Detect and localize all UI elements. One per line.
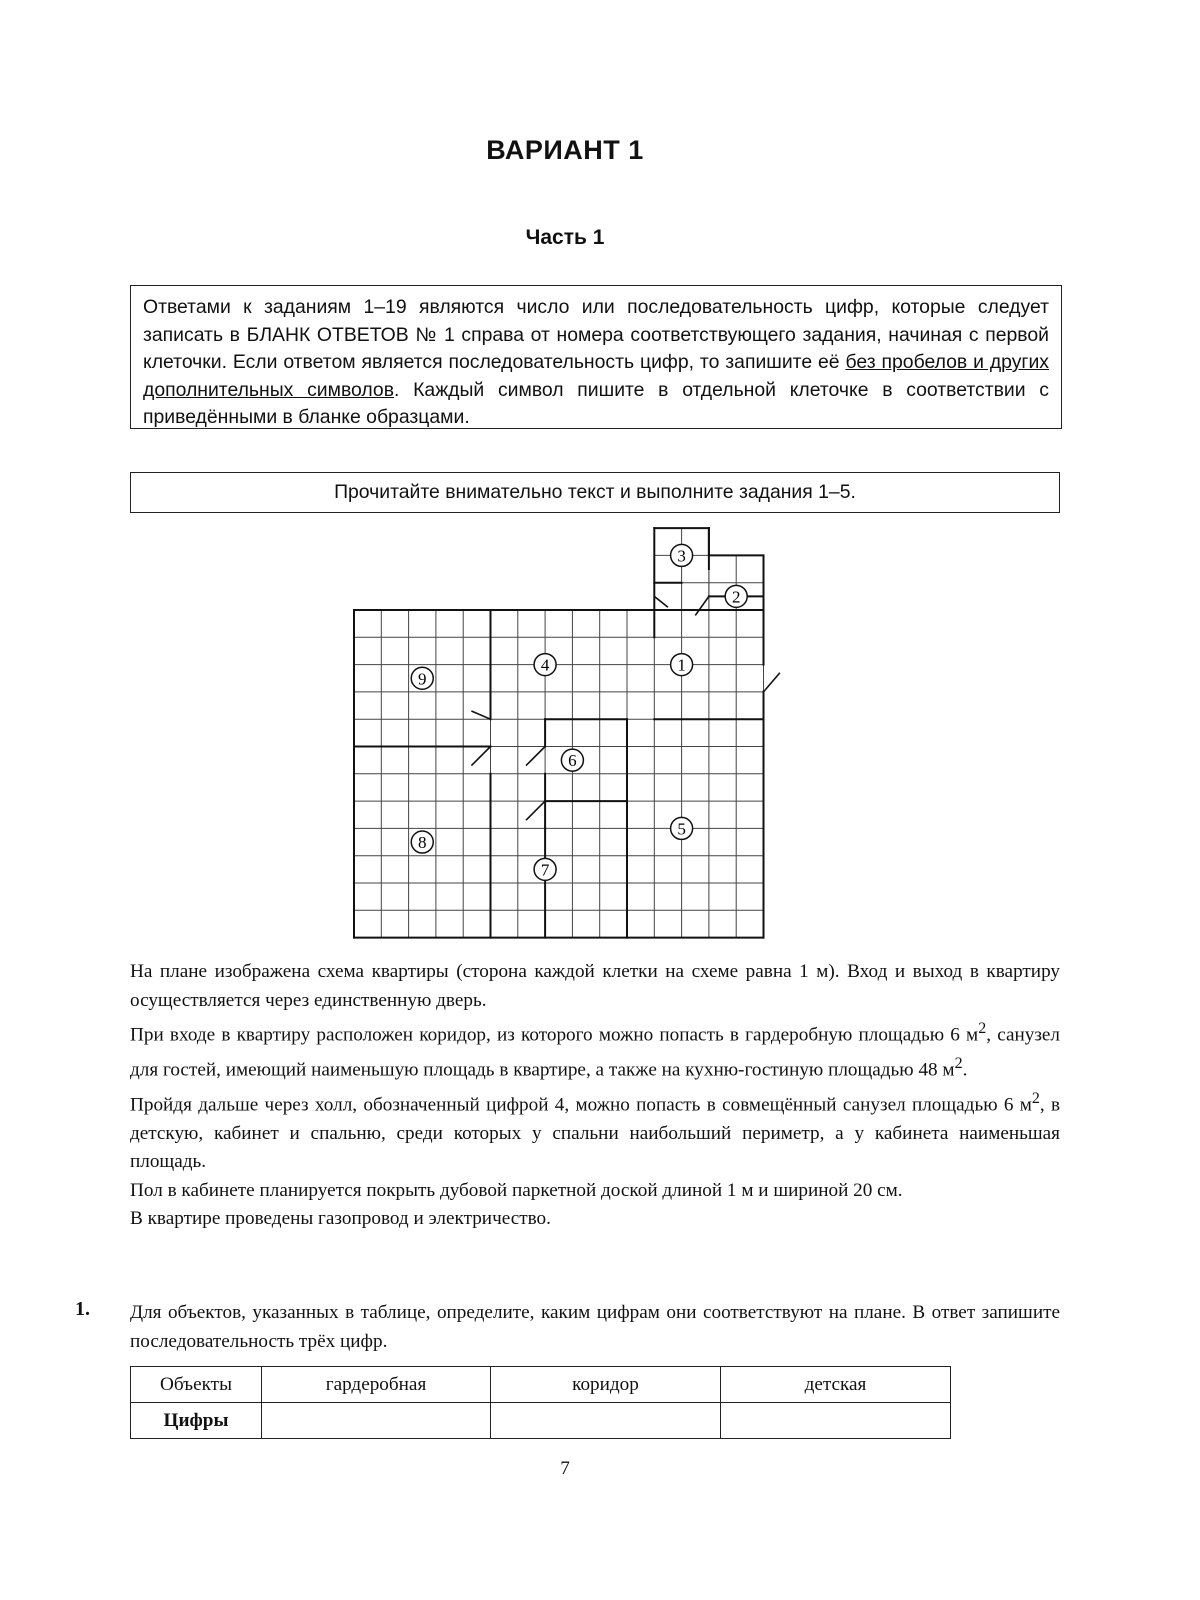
- room-label-3: [671, 544, 693, 566]
- table-row-label: Цифры: [131, 1403, 262, 1439]
- svg-text:4: 4: [540, 655, 550, 675]
- answer-cell[interactable]: [491, 1403, 721, 1439]
- svg-text:8: 8: [418, 833, 427, 853]
- floor-plan-room-labels: [411, 544, 747, 880]
- answer-table: [130, 1366, 951, 1439]
- door-swing: [471, 711, 490, 719]
- svg-text:3: 3: [677, 546, 686, 566]
- svg-text:6: 6: [568, 751, 577, 771]
- room-label-9: [411, 667, 433, 689]
- room-label-4: [534, 654, 556, 676]
- table-header-cell: коридор: [491, 1367, 721, 1403]
- answer-table-digits-row: [131, 1403, 951, 1439]
- room-label-7: [534, 858, 556, 880]
- floor-plan-grid: [354, 528, 764, 938]
- svg-text:7: 7: [540, 860, 550, 880]
- instructions-text-part1: Ответами к заданиям 1–19 являются число или последовательность цифр, которые следует записать в БЛАНК ОТВЕТОВ № 1 справа от номера соответствующего задания, начиная с первой клеточки. Если ответом является последовательность цифр, то запишите её: [143, 296, 1049, 373]
- door-swing: [471, 747, 490, 766]
- answer-table-header-row: [131, 1367, 951, 1403]
- story-paragraph-1: На плане изображена схема квартиры (сторона каждой клетки на схеме равна 1 м). Вход и выход в квартиру осуществляется через единственную дверь.: [130, 961, 1060, 1011]
- room-label-5: [671, 817, 693, 839]
- story-paragraph-3: Пройдя дальше через холл, обозначенный цифрой 4, можно попасть в совмещённый санузел площадью 6 $м^2$, в детскую, кабинет и спальню, среди которых у спальни наибольший периметр, а у кабинета наименьшая площадь.: [130, 1089, 1061, 1173]
- door-swing: [764, 673, 780, 692]
- door-swing: [526, 747, 545, 766]
- answer-cell[interactable]: [721, 1403, 951, 1439]
- door-swing: [695, 596, 709, 615]
- answer-cell[interactable]: [262, 1403, 491, 1439]
- table-header-cell: детская: [721, 1367, 951, 1403]
- variant-title: ВАРИАНТ 1: [486, 135, 644, 165]
- room-label-1: [671, 654, 693, 676]
- svg-text:2: 2: [731, 587, 741, 607]
- instructions-underlined-text: без пробелов и других дополнительных символов: [143, 351, 1049, 401]
- svg-text:9: 9: [418, 669, 427, 689]
- floor-plan: [340, 520, 800, 950]
- svg-text:1: 1: [677, 655, 686, 675]
- door-swing: [654, 596, 668, 607]
- story-paragraph-2: При входе в квартиру расположен коридор, из которого можно попасть в гардеробную площадью 6 $м^2$, санузел для гостей, имеющий наименьшую площадь в квартире, а также на кухню-гостиную площадью 48 $м^2$.: [130, 1020, 1060, 1081]
- svg-text:5: 5: [677, 819, 686, 839]
- door-swing: [526, 801, 545, 820]
- table-header-cell: гардеробная: [262, 1367, 491, 1403]
- floor-plan-walls: [354, 528, 764, 938]
- story-paragraph-4: Пол в кабинете планируется покрыть дубовой паркетной доской длиной 1 м и шириной 20 см.: [130, 1179, 903, 1201]
- part-title: Часть 1: [525, 226, 605, 249]
- instructions-text-part2: . Каждый символ пишите в отдельной клеточке в соответствии с приведёнными в бланке образцами.: [143, 378, 1049, 428]
- story-text: [130, 958, 1060, 1234]
- read-prompt-box: Прочитайте внимательно текст и выполните задания 1–5.: [130, 472, 1060, 513]
- page-number: 7: [560, 1458, 570, 1479]
- story-paragraph-5: В квартире проведены газопровод и электричество.: [130, 1208, 551, 1230]
- room-label-6: [561, 749, 583, 771]
- task-text: Для объектов, указанных в таблице, определите, каким цифрам они соответствуют на плане. В ответ запишите последовательность трёх цифр.: [130, 1302, 1060, 1352]
- room-label-8: [411, 831, 433, 853]
- task-number: 1.: [75, 1298, 90, 1320]
- table-header-cell: Объекты: [131, 1367, 262, 1403]
- instructions-box: [130, 285, 1062, 429]
- room-label-2: [725, 585, 747, 607]
